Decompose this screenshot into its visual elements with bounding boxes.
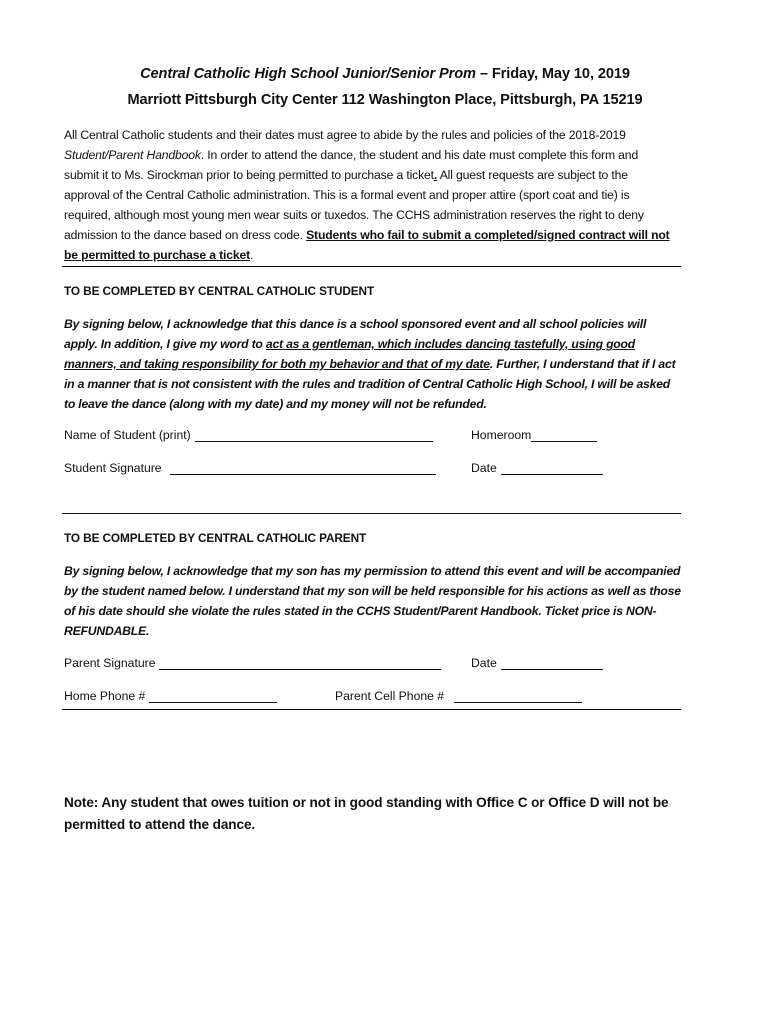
parent-cell-phone-line[interactable] [454, 690, 582, 703]
student-signature-field[interactable] [64, 461, 436, 475]
student-pledge: By signing below, I acknowledge that this dance is a school sponsored event and all school policies will apply. In addition, I give my word to act as a gentleman, which includes dancing tastefully, using good manners, and taking responsibility for both my behavior and that of my date. Further, I understand that if I act in a manner that is not consistent with the rules and tradition of Central Catholic High School, I will be asked to leave the dance (along with my date) and my money will not be refunded. [64, 317, 676, 411]
parent-signature-label: Parent Signature [64, 656, 156, 670]
parent-date-label: Date [471, 656, 497, 670]
student-name-field[interactable] [64, 428, 433, 442]
home-phone-field[interactable] [64, 689, 277, 703]
venue-address: Marriott Pittsburgh City Center 112 Washington Place, Pittsburgh, PA 15219 [127, 92, 643, 108]
section-divider [62, 513, 681, 514]
student-signature-label: Student Signature [64, 461, 162, 475]
student-date-field[interactable] [471, 461, 603, 475]
parent-date-field[interactable] [471, 656, 603, 670]
student-section-heading: TO BE COMPLETED BY CENTRAL CATHOLIC STUDENT [64, 284, 375, 298]
event-name: Central Catholic High School Junior/Senior Prom [140, 66, 476, 82]
parent-signature-field[interactable] [64, 656, 441, 670]
parent-section-heading: TO BE COMPLETED BY CENTRAL CATHOLIC PARENT [64, 531, 367, 545]
parent-date-line[interactable] [501, 657, 603, 670]
handbook-title: Student/Parent Handbook [64, 148, 201, 162]
homeroom-line[interactable] [531, 429, 597, 442]
contract-warning: Students who fail to submit a completed/signed contract will not be permitted to purchase a ticket [64, 228, 670, 262]
student-signature-line[interactable] [170, 462, 436, 475]
parent-pledge: By signing below, I acknowledge that my son has my permission to attend this event and will be accompanied by the student named below. I understand that my son will be held responsible for his actions as well as those of his date should she violate the rules stated in the CCHS Student/Parent Handbook. Ticket price is NON-REFUNDABLE. [64, 564, 681, 638]
parent-cell-phone-field[interactable] [335, 689, 582, 703]
gentleman-pledge: act as a gentleman, which includes dancing tastefully, using good manners, and taking responsibility for both my behavior and that of my date [64, 337, 636, 371]
homeroom-field[interactable] [471, 428, 597, 442]
student-date-label: Date [471, 461, 497, 475]
student-name-label: Name of Student (print) [64, 428, 191, 442]
home-phone-line[interactable] [149, 690, 277, 703]
student-name-line[interactable] [195, 429, 433, 442]
student-date-line[interactable] [501, 462, 603, 475]
section-divider [62, 709, 681, 710]
event-date: – Friday, May 10, 2019 [475, 66, 630, 82]
homeroom-label: Homeroom [471, 428, 532, 442]
tuition-note: Note: Any student that owes tuition or not in good standing with Office C or Office D will not be permitted to attend the dance. [64, 795, 669, 832]
parent-signature-line[interactable] [159, 657, 441, 670]
home-phone-label: Home Phone # [64, 689, 146, 703]
parent-cell-phone-label: Parent Cell Phone # [335, 689, 445, 703]
page-title [0, 66, 770, 82]
intro-paragraph: All Central Catholic students and their dates must agree to abide by the rules and policies of the 2018-2019 Student/Parent Handbook. In order to attend the dance, the student and his date must complete this form and submit it to Ms. Sirockman prior to being permitted to purchase a ticket. All guest requests are subject to the approval of the Central Catholic administration. This is a formal event and proper attire (sport coat and tie) is required, although most young men wear suits or tuxedos. The CCHS administration reserves the right to deny admission to the dance based on dress code. Students who fail to submit a completed/signed contract will not be permitted to purchase a ticket. [64, 128, 670, 262]
section-divider [62, 266, 681, 267]
